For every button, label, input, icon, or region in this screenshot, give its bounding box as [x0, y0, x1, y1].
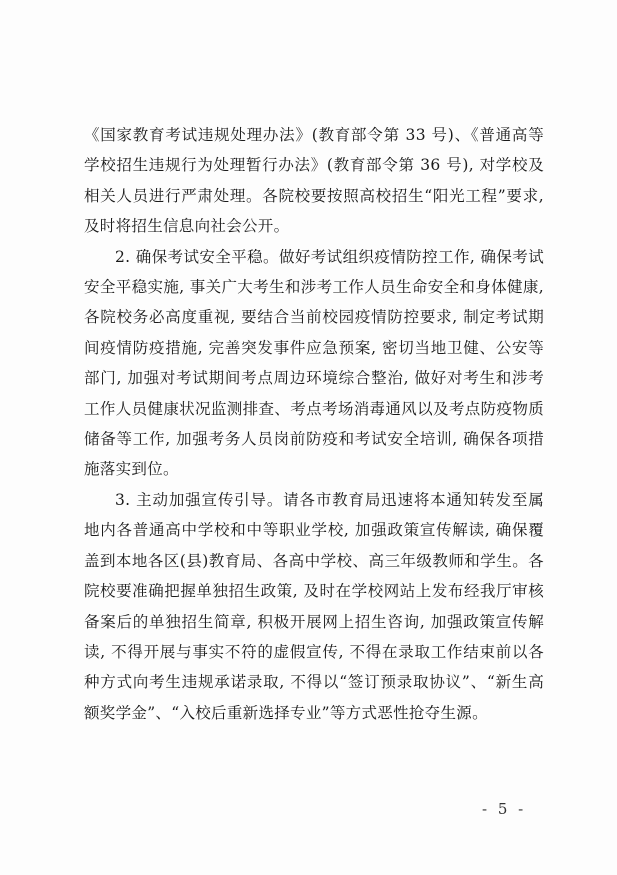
paragraph-publicity: 3. 主动加强宣传引导。请各市教育局迅速将本通知转发至属地内各普通高中学校和中等职业学校, 加强政策宣传解读, 确保覆盖到本地各区(县)教育局、各高中学校、高三年级教师和学生。各院校要准确把握单独招生政策, 及时在学校网站上发布经我厅审核备案后的单独招生简章, 积极开展网上招生咨询, 加强政策宣传解读, 不得开展与事实不符的虚假宣传, 不得在录取工作结束前以各种方式向考生违规承诺录取, 不得以“签订预录取协议”、“新生高额奖学金”、“入校后重新选择专业”等方式恶性抢夺生源。 — [84, 490, 544, 722]
paragraph-exam-safety: 2. 确保考试安全平稳。做好考试组织疫情防控工作, 确保考试安全平稳实施, 事关广大考生和涉考工作人员生命安全和身体健康, 各院校务必高度重视, 要结合当前校园疫情防控要求, 制定考试期间疫情防疫措施, 完善突发事件应急预案, 密切当地卫健、公安等部门, 加强对考试期间考点周边环境综合整治, 做好对考生和涉考工作人员健康状况监测排查、考点考场消毒通风以及考点防疫物质储备等工作, 加强考务人员岗前防疫和考试安全培训, 确保各项措施落实到位。 — [84, 247, 544, 479]
document-body — [84, 120, 544, 728]
paragraph-continuation: 《国家教育考试违规处理办法》(教育部令第 33 号)、《普通高等学校招生违规行为处理暂行办法》(教育部令第 36 号), 对学校及相关人员进行严肃处理。各院校要按照高校招生“阳光工程”要求, 及时将招生信息向社会公开。 — [84, 126, 544, 236]
page-number: - 5 - — [482, 800, 527, 818]
